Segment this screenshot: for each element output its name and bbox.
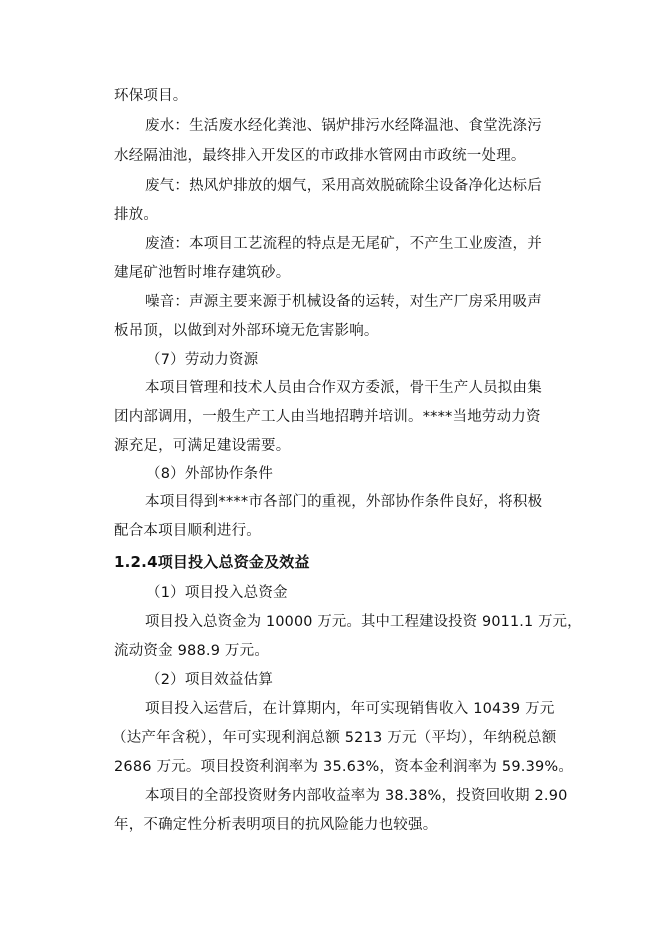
subsection-heading: （2）项目效益估算: [146, 672, 274, 688]
subsection-heading: （7）劳动力资源: [146, 352, 259, 368]
text-line: 本项目管理和技术人员由合作双方委派，骨干生产人员拟由集: [145, 380, 542, 396]
subsection-heading: （8）外部协作条件: [146, 466, 274, 482]
section-heading: 1.2.4项目投入总资金及效益: [114, 553, 310, 571]
text-line: 板吊顶，以做到对外部环境无危害影响。: [114, 323, 379, 339]
text-line: 团内部调用，一般生产工人由当地招聘并培训。****当地劳动力资: [114, 409, 541, 425]
text-line: 排放。: [114, 207, 159, 223]
text-line: 本项目得到****市各部门的重视，外部协作条件良好，将积极: [145, 494, 543, 510]
text-line: 废渣：本项目工艺流程的特点是无尾矿，不产生工业废渣，并: [145, 236, 542, 252]
text-line: （达产年含税），年可实现利润总额 5213 万元（平均），年纳税总额: [112, 730, 557, 746]
text-line: 年，不确定性分析表明项目的抗风险能力也较强。: [114, 817, 438, 833]
text-line: 建尾矿池暂时堆存建筑砂。: [114, 265, 291, 281]
text-line: 废水：生活废水经化粪池、锅炉排污水经降温池、食堂洗涤污: [145, 118, 542, 134]
text-line: 源充足，可满足建设需要。: [114, 438, 291, 454]
text-line: 环保项目。: [114, 88, 188, 104]
text-line: 废气：热风炉排放的烟气，采用高效脱硫除尘设备净化达标后: [145, 178, 542, 194]
text-line: 水经隔油池，最终排入开发区的市政排水管网由市政统一处理。: [114, 148, 526, 164]
text-line: 项目投入运营后，在计算期内，年可实现销售收入 10439 万元: [145, 701, 555, 717]
subsection-heading: （1）项目投入总资金: [146, 585, 288, 601]
text-line: 本项目的全部投资财务内部收益率为 38.38%，投资回收期 2.90: [145, 788, 568, 804]
text-line: 项目投入总资金为 10000 万元。其中工程建设投资 9011.1 万元，: [145, 614, 582, 630]
text-line: 噪音：声源主要来源于机械设备的运转，对生产厂房采用吸声: [145, 294, 542, 310]
text-line: 2686 万元。项目投资利润率为 35.63%，资本金利润率为 59.39%。: [114, 759, 574, 775]
text-line: 流动资金 988.9 万元。: [114, 643, 270, 659]
text-line: 配合本项目顺利进行。: [114, 523, 261, 539]
